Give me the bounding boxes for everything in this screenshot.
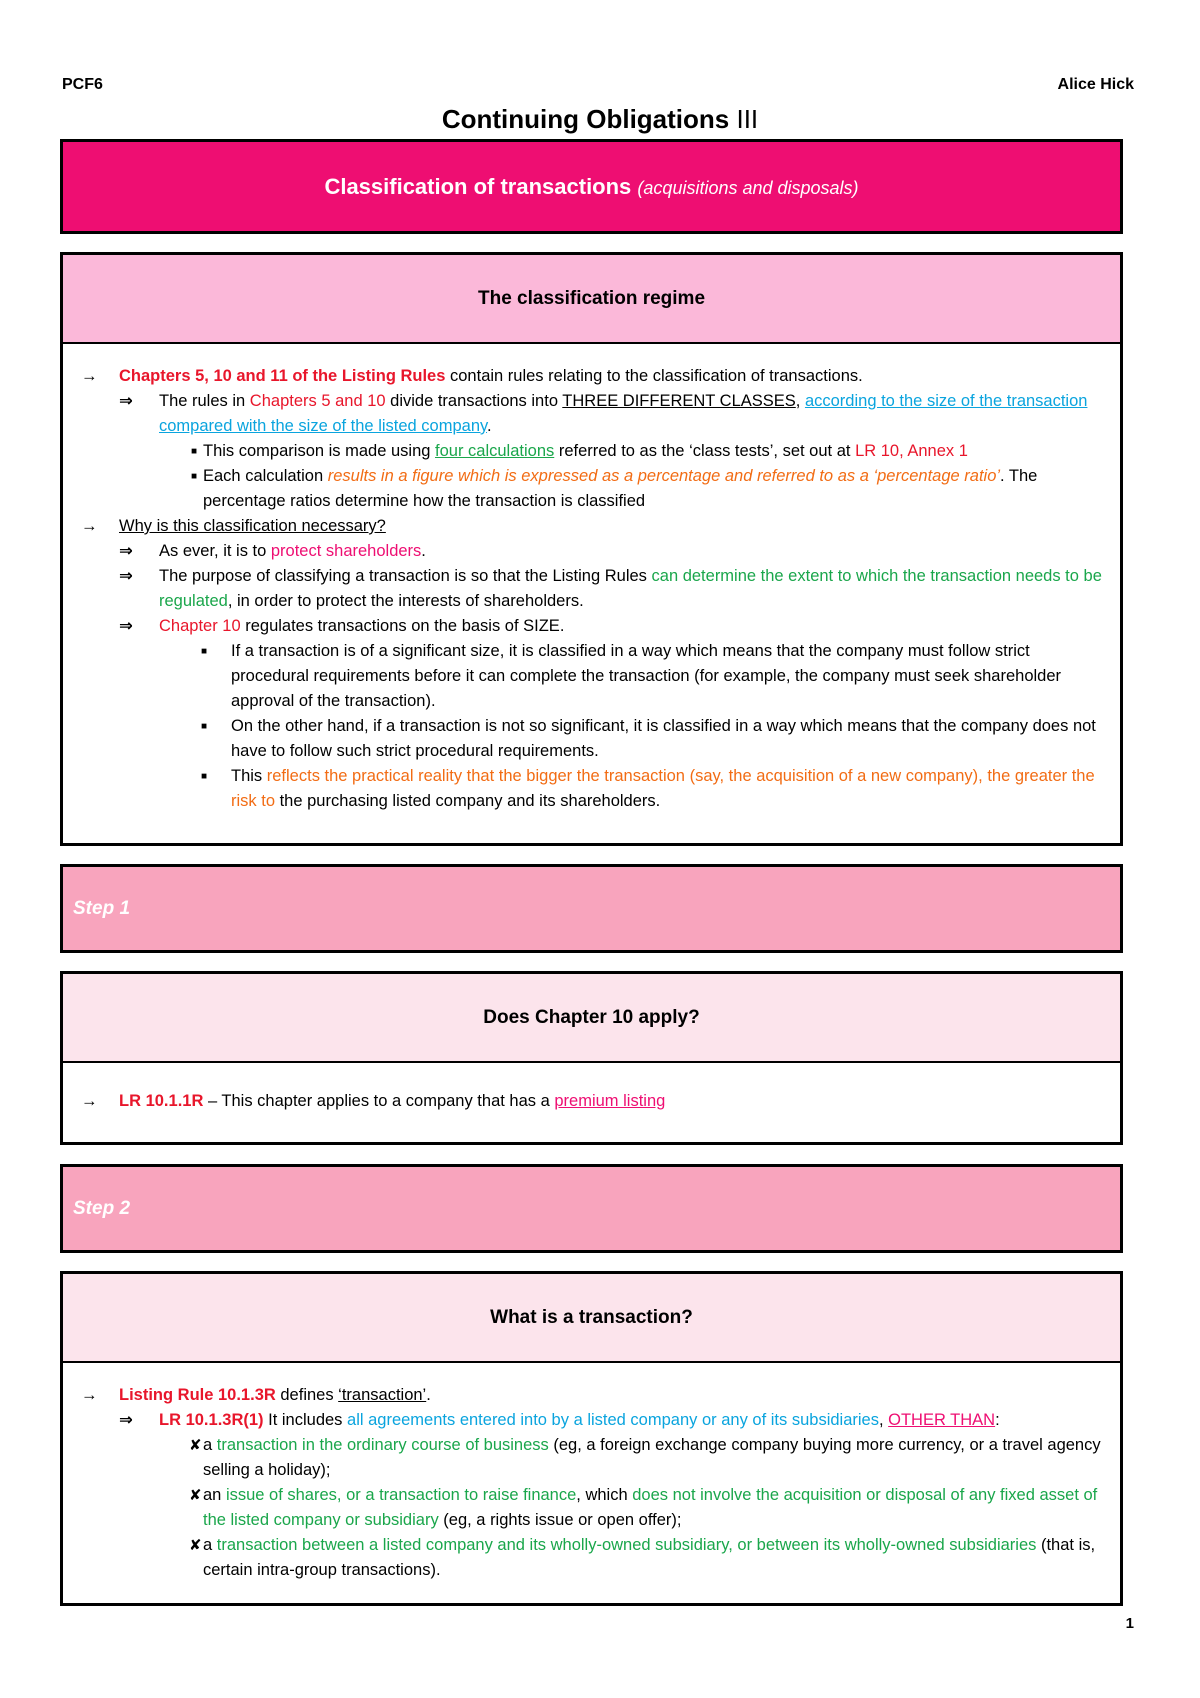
list-item: ⇒ As ever, it is to protect shareholders. [73, 539, 1106, 564]
arrow-icon: → [81, 367, 98, 385]
chapter-10-section [60, 971, 1123, 1145]
title-suffix: III [736, 104, 759, 134]
step-1-banner [60, 864, 1123, 953]
list-item: → Chapters 5, 10 and 11 of the Listing Rules contain rules relating to the classification of transactions. [73, 364, 1106, 389]
list-item: ⇒ The purpose of classifying a transaction is so that the Listing Rules can determine the extent to which the transaction needs to be regulated, in order to protect the interests of shareholders. [73, 564, 1106, 614]
list-item: → Listing Rule 10.1.3R defines ‘transaction’. [73, 1383, 1106, 1408]
section-heading: The classification regime [63, 255, 1120, 344]
banner-title: Classification of transactions [324, 173, 632, 199]
cross-icon: ✘ [189, 1437, 202, 1454]
header-right: Alice Hick [1057, 76, 1134, 93]
section-body [63, 344, 1120, 814]
square-bullet-icon: ■ [201, 771, 208, 782]
list-item: → Why is this classification necessary? [73, 514, 1106, 539]
list-item: ⇒ Chapter 10 regulates transactions on the basis of SIZE. [73, 614, 1106, 639]
step-label: Step 1 [73, 897, 131, 919]
list-item: ■ If a transaction is of a significant size, it is classified in a way which means that the company must follow strict procedural requirements before it can complete the transaction (for example, the company must seek shareholder approval of the transaction). [73, 639, 1106, 714]
banner-subtitle: (acquisitions and disposals) [637, 177, 859, 198]
list-item: ✘ a transaction between a listed company and its wholly-owned subsidiary, or between its wholly-owned subsidiaries (that is, certain intra-group transactions). [73, 1533, 1106, 1583]
list-item: ■ On the other hand, if a transaction is not so significant, it is classified in a way which means that the company does not have to follow such strict procedural requirements. [73, 714, 1106, 764]
list-item: ✘ a transaction in the ordinary course of business (eg, a foreign exchange company buying more currency, or a travel agency selling a holiday); [73, 1433, 1106, 1483]
step-label: Step 2 [73, 1197, 131, 1219]
implies-icon: ⇒ [119, 567, 133, 585]
list-item: ■ This reflects the practical reality that the bigger the transaction (say, the acquisition of a new company), the greater the risk to the purchasing listed company and its shareholders. [73, 764, 1106, 814]
square-bullet-icon: ■ [201, 646, 208, 657]
list-item: ⇒ The rules in Chapters 5 and 10 divide transactions into THREE DIFFERENT CLASSES, according to the size of the transaction compared with the size of the listed company. [73, 389, 1106, 439]
square-bullet-icon: ■ [191, 471, 198, 482]
page-number: 1 [1125, 1615, 1134, 1632]
premium-listing-link: premium listing [554, 1092, 666, 1110]
section-body [63, 1063, 1120, 1114]
list-item: ✘ an issue of shares, or a transaction to raise finance, which does not involve the acquisition or disposal of any fixed asset of the listed company or subsidiary (eg, a rights issue or open offer); [73, 1483, 1106, 1533]
arrow-icon: → [81, 1092, 98, 1110]
list-item: ⇒ LR 10.1.3R(1) It includes all agreements entered into by a listed company or any of its subsidiaries, OTHER THAN: [73, 1408, 1106, 1433]
section-heading: What is a transaction? [63, 1274, 1120, 1363]
arrow-icon: → [81, 517, 98, 535]
classification-banner [60, 139, 1123, 234]
step-2-banner [60, 1164, 1123, 1253]
title-main: Continuing Obligations [441, 104, 730, 134]
classification-regime-section [60, 252, 1123, 846]
implies-icon: ⇒ [119, 392, 133, 410]
transaction-definition-section [60, 1271, 1123, 1606]
implies-icon: ⇒ [119, 542, 133, 560]
implies-icon: ⇒ [119, 617, 133, 635]
document-title [0, 104, 1200, 135]
header-left: PCF6 [62, 76, 103, 93]
cross-icon: ✘ [189, 1487, 202, 1504]
list-item: → LR 10.1.1R – This chapter applies to a company that has a premium listing [73, 1089, 1106, 1114]
cross-icon: ✘ [189, 1537, 202, 1554]
arrow-icon: → [81, 1386, 98, 1404]
square-bullet-icon: ■ [201, 721, 208, 732]
square-bullet-icon: ■ [191, 446, 198, 457]
section-heading: Does Chapter 10 apply? [63, 974, 1120, 1063]
section-body [63, 1363, 1120, 1583]
implies-icon: ⇒ [119, 1411, 133, 1429]
list-item: ■ This comparison is made using four calculations referred to as the ‘class tests’, set out at LR 10, Annex 1 [73, 439, 1106, 464]
list-item: ■ Each calculation results in a figure which is expressed as a percentage and referred to as a ‘percentage ratio’. The percentage ratios determine how the transaction is classified [73, 464, 1106, 514]
